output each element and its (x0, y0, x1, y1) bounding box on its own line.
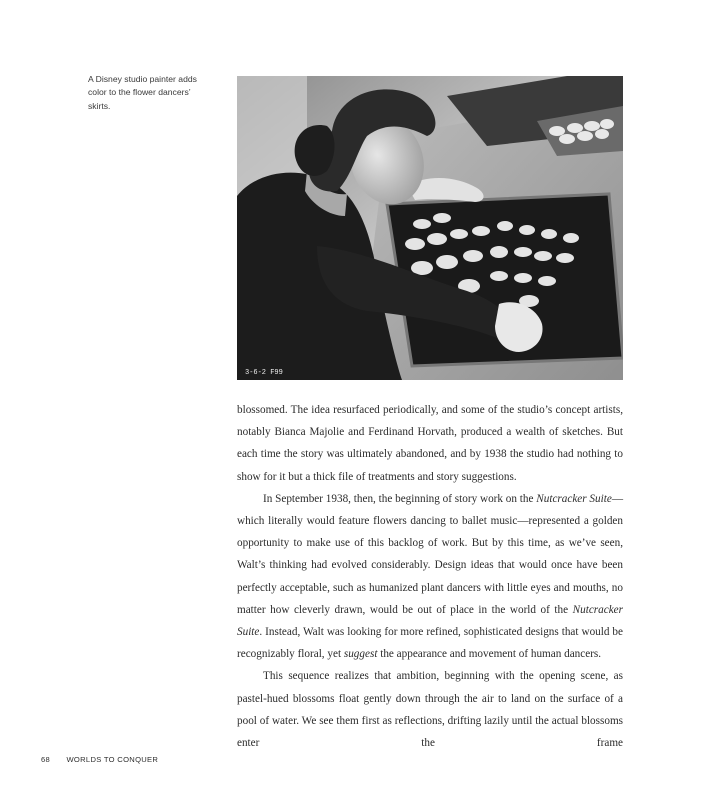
text-run: In September 1938, then, the beginning of story work on the (263, 492, 537, 505)
running-head: WORLDS TO CONQUER (66, 755, 159, 764)
page-footer (41, 755, 158, 764)
painter-photo-illustration (237, 76, 623, 380)
italic-run: suggest (343, 648, 378, 661)
text-run: —which literally would feature flowers dancing to ballet music—represented a golden opportunity to make use of this backlog of work. But by this time, as we’ve seen, Walt’s thinking had evolved considerably. Design ideas that would once have been perfectly acceptable, such as humanized plant dancers with little eyes and mouths, no matter how cleverly drawn, would be out of place in the world of the (237, 492, 623, 616)
photo-caption: A Disney studio painter adds color to the flower dancers’ skirts. (88, 74, 197, 111)
text-run: This sequence realizes that ambition, beginning with the opening scene, as pastel-hued blossoms float gently down through the air to land on the surface of a pool of water. We see them first as reflections, drifting lazily until the actual blossoms enter the frame (237, 670, 623, 750)
body-paragraph (237, 399, 623, 488)
body-text (237, 399, 623, 754)
body-paragraph (237, 665, 623, 754)
text-run: . Instead, Walt was looking for more refined, sophisticated designs that would be recognizably floral, yet (237, 626, 623, 661)
body-paragraph (237, 488, 623, 666)
painter-photograph (237, 76, 623, 380)
text-run: the appearance and movement of human dancers. (377, 648, 602, 661)
text-run: blossomed. The idea resurfaced periodically, and some of the studio’s concept artists, notably Bianca Majolie and Ferdinand Horvath, produced a wealth of sketches. But each time the story was ultimately abandoned, and by 1938 the studio had nothing to show for it but a thick file of treatments and story suggestions. (237, 404, 623, 483)
photo-frame-marking: 3-6-2 F99 (245, 369, 283, 377)
italic-run: Nutcracker Suite (237, 603, 623, 639)
page-number: 68 (41, 755, 51, 764)
italic-run: Nutcracker Suite (536, 492, 612, 505)
